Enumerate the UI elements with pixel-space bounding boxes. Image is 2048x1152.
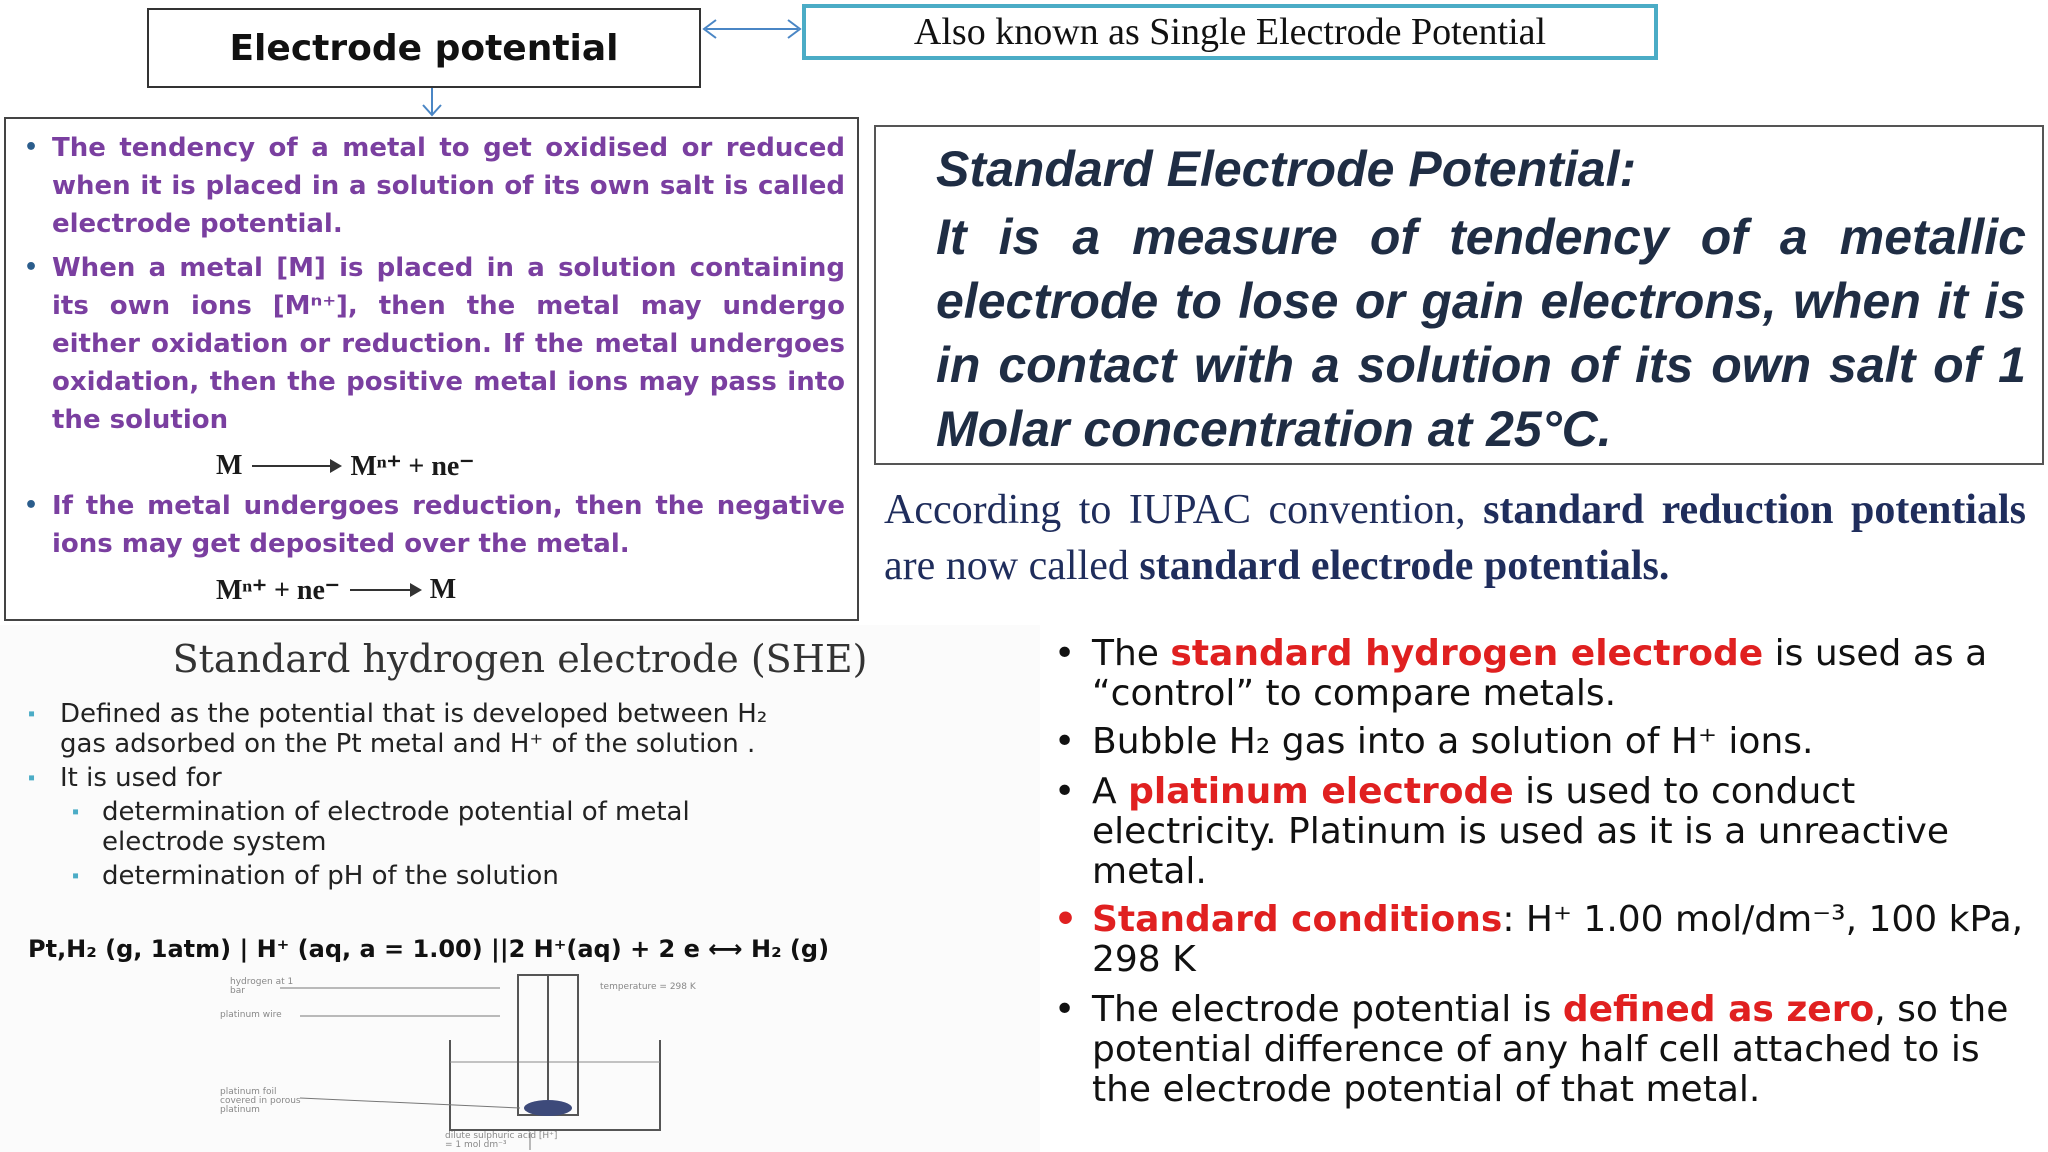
- reduction-equation: [16, 569, 845, 611]
- bullet-text: , so the potential difference of any half cell attached to is the electrode potential of that metal.: [1092, 989, 2009, 1110]
- electrode-potential-title-box: [147, 8, 701, 88]
- oxidation-bullet: • When a metal [M] is placed in a solution containing its own ions [Mⁿ⁺], then the metal may undergo either oxidation or reduction. If the metal undergoes oxidation, then the positive metal ions may pass into the solution: [24, 253, 845, 435]
- she-apparatus-diagram: [200, 970, 900, 1152]
- iupac-convention-text: [884, 482, 2026, 594]
- equation-reactant: Mⁿ⁺ + ne⁻: [216, 575, 340, 606]
- bullet-text: The electrode potential is: [1092, 989, 1563, 1030]
- iupac-bold-term: standard electrode potentials.: [1139, 543, 1670, 589]
- she-facts-panel: [1048, 628, 2048, 1152]
- defined-zero-bullet: • The electrode potential is defined as zero, so the potential difference of any half cell attached to is the electrode potential of that metal.: [1054, 989, 2009, 1110]
- she-definition-line: gas adsorbed on the Pt metal and H⁺ of the solution .: [60, 729, 756, 759]
- foil-label: platinum foil covered in porous platinum: [220, 1087, 301, 1115]
- highlight-text: defined as zero: [1562, 989, 1875, 1030]
- she-title: Standard hydrogen electrode (SHE): [172, 637, 868, 681]
- wire-label: platinum wire: [220, 1010, 282, 1020]
- platinum-electrode-bullet: • A platinum electrode is used to conduct electricity. Platinum is used as it is a unreactive metal.: [1054, 771, 1949, 892]
- double-arrow-icon: [700, 14, 804, 44]
- she-used-for: It is used for: [60, 763, 222, 793]
- electrode-potential-title: Electrode potential: [229, 27, 619, 69]
- standard-electrode-potential-box: [874, 125, 2044, 465]
- standard-electrode-potential-definition: It is a measure of tendency of a metallic electrode to lose or gain electrons, when it is in contact with a solution of its own salt of 1 Molar concentration at 25°C.: [936, 209, 2026, 457]
- oxidation-text: When a metal [M] is placed in a solution containing its own ions [Mⁿ⁺], then the metal may undergo either oxidation or reduction. If the metal undergoes oxidation, then the positive metal ions may pass into the solution: [52, 253, 845, 435]
- bullet-icon: ▪: [72, 865, 80, 887]
- bullet-icon: ▪: [28, 767, 36, 789]
- she-panel: [0, 625, 1040, 1152]
- highlight-text: Standard conditions: [1092, 899, 1503, 940]
- she-use-line: electrode system: [102, 827, 327, 857]
- standard-electrode-potential-title: Standard Electrode Potential:: [936, 141, 1637, 197]
- bullet-text: is used as a “control” to compare metals.: [1092, 633, 1988, 714]
- iupac-text: According to IUPAC convention,: [884, 487, 1484, 533]
- reduction-bullet: • If the metal undergoes reduction, then the negative ions may get deposited over the metal.: [24, 491, 845, 559]
- iupac-text: are now called: [884, 543, 1140, 589]
- right-arrow-icon: [252, 465, 340, 467]
- also-known-as-box: [802, 4, 1658, 60]
- highlight-text: standard hydrogen electrode: [1170, 633, 1764, 674]
- acid-label: dilute sulphuric acid [H⁺] = 1 mol dm⁻³: [445, 1131, 558, 1150]
- bullet-icon: ▪: [28, 703, 36, 725]
- iupac-bold-term: standard reduction potentials: [1483, 487, 2026, 533]
- down-arrow-icon: [418, 86, 446, 118]
- equation-reactant: M: [216, 450, 243, 481]
- bullet-text: The: [1092, 633, 1171, 674]
- she-definition-line: Defined as the potential that is developed between H₂: [60, 699, 768, 729]
- equation-product: Mⁿ⁺ + ne⁻: [350, 451, 475, 482]
- also-known-as-text: Also known as Single Electrode Potential: [913, 11, 1547, 53]
- bullet-text: is used to conduct electricity. Platinum is used as it is a unreactive metal.: [1092, 771, 1949, 892]
- definition-box: [4, 117, 859, 621]
- equation-product: M: [429, 574, 457, 605]
- she-use-line: determination of electrode potential of metal: [102, 797, 690, 827]
- she-use-line: determination of pH of the solution: [102, 861, 559, 891]
- she-control-bullet: • The standard hydrogen electrode is used as a “control” to compare metals.: [1054, 633, 1988, 714]
- definition-text: The tendency of a metal to get oxidised or reduced when it is placed in a solution of its own salt is called electrode potential.: [52, 133, 845, 239]
- definition-bullet: • The tendency of a metal to get oxidised or reduced when it is placed in a solution of its own salt is called electrode potential.: [24, 133, 845, 239]
- reduction-text: If the metal undergoes reduction, then the negative ions may get deposited over the metal.: [52, 491, 845, 559]
- bullet-text: : H⁺ 1.00 mol/dm⁻³, 100 kPa, 298 K: [1092, 899, 2024, 980]
- bubble-gas-bullet: • Bubble H₂ gas into a solution of H⁺ ions.: [1054, 721, 1814, 762]
- bullet-icon: ▪: [72, 801, 80, 823]
- hydrogen-label: hydrogen at 1 bar: [230, 977, 294, 996]
- standard-conditions-bullet: • Standard conditions: H⁺ 1.00 mol/dm⁻³, 100 kPa, 298 K: [1054, 899, 2024, 980]
- right-arrow-icon: [350, 589, 420, 591]
- she-cell-notation: Pt,H₂ (g, 1atm) | H⁺ (aq, a = 1.00) ||2 H⁺(aq) + 2 e ⟷ H₂ (g): [28, 935, 830, 963]
- temperature-label: temperature = 298 K: [600, 982, 696, 992]
- oxidation-equation: [16, 445, 845, 487]
- bullet-text: Bubble H₂ gas into a solution of H⁺ ions.: [1092, 721, 1814, 762]
- bullet-text: A: [1092, 771, 1129, 812]
- highlight-text: platinum electrode: [1128, 771, 1514, 812]
